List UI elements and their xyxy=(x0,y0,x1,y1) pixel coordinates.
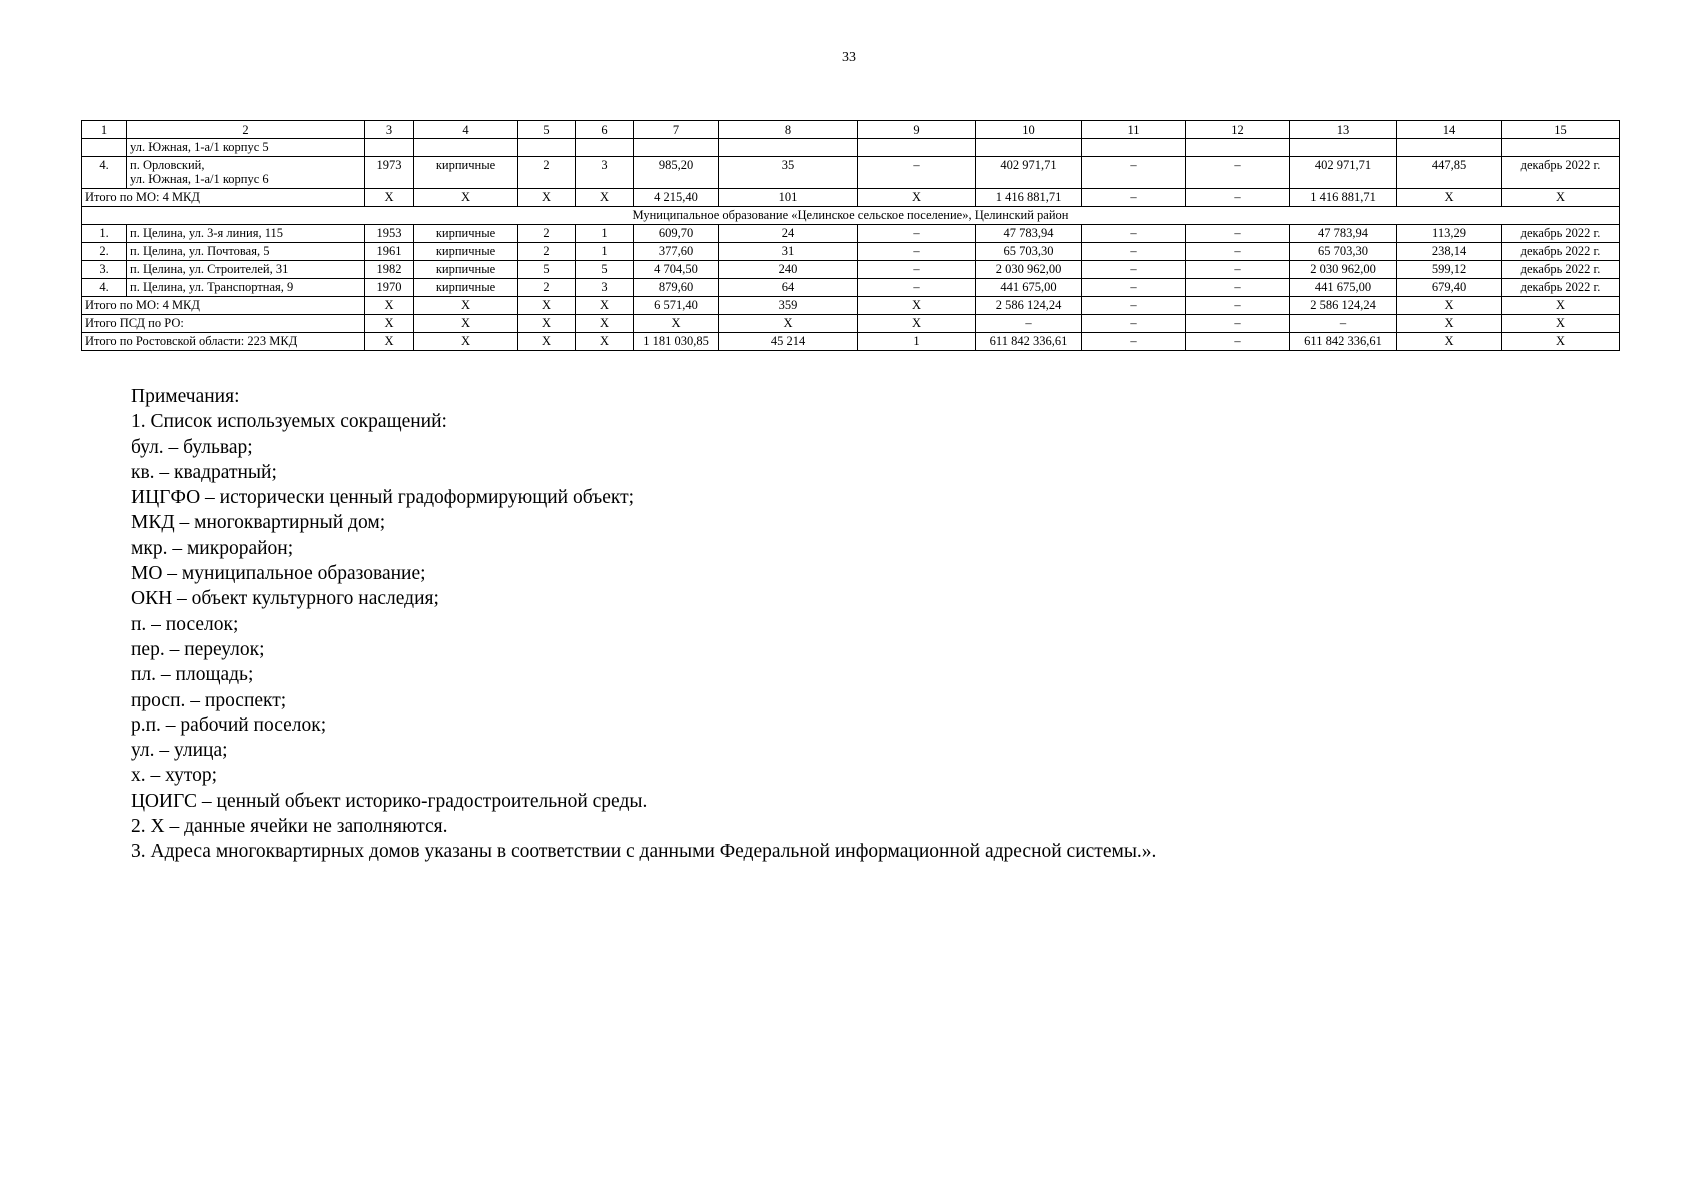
address-line: п. Орловский, xyxy=(130,158,205,172)
table-cell: – xyxy=(1186,261,1290,279)
table-cell: 1 416 881,71 xyxy=(976,189,1082,207)
table-cell: – xyxy=(1186,157,1290,189)
table-cell: X xyxy=(1502,333,1620,351)
table-cell: – xyxy=(1186,243,1290,261)
table-cell: 6 571,40 xyxy=(634,297,719,315)
abbreviation-item: кв. – квадратный; xyxy=(131,461,277,483)
table-cell: 31 xyxy=(719,243,858,261)
table-cell: 47 783,94 xyxy=(1290,225,1397,243)
table-cell: – xyxy=(1082,243,1186,261)
table-cell: X xyxy=(858,315,976,333)
table-cell: 611 842 336,61 xyxy=(976,333,1082,351)
table-cell: X xyxy=(1397,297,1502,315)
table-cell: – xyxy=(1082,261,1186,279)
section-title: Муниципальное образование «Целинское сельское поселение», Целинский район xyxy=(82,207,1620,225)
abbreviation-item: ЦОИГС – ценный объект историко-градостроительной среды. xyxy=(131,790,648,812)
table-row xyxy=(82,261,1620,279)
table-cell: X xyxy=(576,189,634,207)
row-number: 1. xyxy=(82,225,127,243)
column-number: 10 xyxy=(976,121,1082,139)
total-row xyxy=(82,297,1620,315)
table-cell: 2 xyxy=(518,279,576,297)
total-row xyxy=(82,189,1620,207)
table-cell: X xyxy=(414,333,518,351)
table-cell: 65 703,30 xyxy=(1290,243,1397,261)
table-cell: X xyxy=(576,315,634,333)
table-cell: 1 181 030,85 xyxy=(634,333,719,351)
table-cell: 1 xyxy=(576,225,634,243)
table-cell: 240 xyxy=(719,261,858,279)
table-cell: 35 xyxy=(719,157,858,189)
address-line: ул. Южная, 1-а/1 корпус 6 xyxy=(130,172,269,186)
column-number: 9 xyxy=(858,121,976,139)
table-cell: – xyxy=(1082,225,1186,243)
total-row xyxy=(82,315,1620,333)
address-cell: п. Целина, ул. Транспортная, 9 xyxy=(127,279,365,297)
table-cell: 1982 xyxy=(365,261,414,279)
table-cell: декабрь 2022 г. xyxy=(1502,261,1620,279)
table-cell: X xyxy=(1502,297,1620,315)
table-cell: кирпичные xyxy=(414,243,518,261)
table-cell: X xyxy=(1397,189,1502,207)
column-number: 7 xyxy=(634,121,719,139)
table-cell: декабрь 2022 г. xyxy=(1502,225,1620,243)
note-item: 3. Адреса многоквартирных домов указаны в соответствии с данными Федеральной информационной адресной системы.». xyxy=(131,841,1157,863)
address-cell: п. Целина, ул. Строителей, 31 xyxy=(127,261,365,279)
table-cell: X xyxy=(719,315,858,333)
column-number: 6 xyxy=(576,121,634,139)
table-cell: 1 xyxy=(576,243,634,261)
table-cell: 113,29 xyxy=(1397,225,1502,243)
table-cell: 45 214 xyxy=(719,333,858,351)
table-cell: X xyxy=(414,189,518,207)
address-cell: ул. Южная, 1-а/1 корпус 5 xyxy=(127,139,365,157)
note-item: 2. X – данные ячейки не заполняются. xyxy=(131,816,448,838)
address-cell: п. Целина, ул. Почтовая, 5 xyxy=(127,243,365,261)
table-cell: 3 xyxy=(576,157,634,189)
column-number: 11 xyxy=(1082,121,1186,139)
table-cell: 402 971,71 xyxy=(1290,157,1397,189)
table-row xyxy=(82,279,1620,297)
table-cell: X xyxy=(414,297,518,315)
table-cell: 609,70 xyxy=(634,225,719,243)
column-number: 13 xyxy=(1290,121,1397,139)
table-cell: 64 xyxy=(719,279,858,297)
table-cell: – xyxy=(858,279,976,297)
row-number: 2. xyxy=(82,243,127,261)
total-label: Итого по МО: 4 МКД xyxy=(82,189,365,207)
column-number: 3 xyxy=(365,121,414,139)
table-cell: – xyxy=(1082,279,1186,297)
table-row xyxy=(82,243,1620,261)
address-cell xyxy=(127,157,365,189)
abbreviation-item: МО – муниципальное образование; xyxy=(131,563,426,585)
table-cell: – xyxy=(1082,333,1186,351)
table-cell: X xyxy=(518,333,576,351)
table-cell: 65 703,30 xyxy=(976,243,1082,261)
table-cell: X xyxy=(365,189,414,207)
table-cell: – xyxy=(858,157,976,189)
table-cell: X xyxy=(1502,189,1620,207)
notes-section xyxy=(131,384,1531,865)
table-cell: 5 xyxy=(518,261,576,279)
column-number: 15 xyxy=(1502,121,1620,139)
table-cell: – xyxy=(858,243,976,261)
column-number: 1 xyxy=(82,121,127,139)
table-row xyxy=(82,157,1620,189)
column-number: 8 xyxy=(719,121,858,139)
table-cell: 1953 xyxy=(365,225,414,243)
table-cell: 985,20 xyxy=(634,157,719,189)
abbreviation-item: п. – поселок; xyxy=(131,613,239,635)
year-cell: 1973 xyxy=(365,157,414,189)
table-cell: – xyxy=(1186,315,1290,333)
column-number: 4 xyxy=(414,121,518,139)
table-cell: 238,14 xyxy=(1397,243,1502,261)
table-cell: 599,12 xyxy=(1397,261,1502,279)
table-cell: 5 xyxy=(576,261,634,279)
table-cell: X xyxy=(858,297,976,315)
table-cell: – xyxy=(1186,189,1290,207)
page-number: 33 xyxy=(842,50,856,65)
abbreviation-item: ИЦГФО – исторически ценный градоформирующий объект; xyxy=(131,487,635,509)
table-cell: – xyxy=(1186,225,1290,243)
table-cell: 441 675,00 xyxy=(976,279,1082,297)
note-item: 1. Список используемых сокращений: xyxy=(131,411,447,433)
table-cell: X xyxy=(518,297,576,315)
table-cell: X xyxy=(1502,315,1620,333)
table-cell: X xyxy=(576,297,634,315)
table-cell: – xyxy=(1082,157,1186,189)
table-cell: 2 586 124,24 xyxy=(1290,297,1397,315)
table-cell: 402 971,71 xyxy=(976,157,1082,189)
table-cell: 1961 xyxy=(365,243,414,261)
table-cell: X xyxy=(365,333,414,351)
table-cell: 2 030 962,00 xyxy=(1290,261,1397,279)
table-cell: 447,85 xyxy=(1397,157,1502,189)
apartment-buildings-table xyxy=(81,120,1620,351)
table-cell: – xyxy=(976,315,1082,333)
column-number: 12 xyxy=(1186,121,1290,139)
table-cell: – xyxy=(1186,333,1290,351)
table-cell: 359 xyxy=(719,297,858,315)
notes-heading: Примечания: xyxy=(131,386,240,407)
table-row xyxy=(82,139,1620,157)
table-cell: X xyxy=(1397,333,1502,351)
table-cell: кирпичные xyxy=(414,225,518,243)
column-number: 2 xyxy=(127,121,365,139)
table-cell: X xyxy=(576,333,634,351)
table-cell: 2 030 962,00 xyxy=(976,261,1082,279)
total-row xyxy=(82,333,1620,351)
table-cell: 1 xyxy=(858,333,976,351)
table-cell: X xyxy=(365,315,414,333)
table-cell: – xyxy=(1290,315,1397,333)
table-cell: 441 675,00 xyxy=(1290,279,1397,297)
abbreviation-item: просп. – проспект; xyxy=(131,689,287,711)
table-cell: X xyxy=(858,189,976,207)
table-cell: – xyxy=(858,261,976,279)
abbreviation-item: р.п. – рабочий поселок; xyxy=(131,714,327,736)
table-cell: – xyxy=(1082,315,1186,333)
table-cell: 24 xyxy=(719,225,858,243)
table-cell: X xyxy=(365,297,414,315)
table-cell: X xyxy=(1397,315,1502,333)
table-cell: – xyxy=(1186,297,1290,315)
column-number: 14 xyxy=(1397,121,1502,139)
table-cell: 47 783,94 xyxy=(976,225,1082,243)
row-number: 4. xyxy=(82,157,127,189)
total-label: Итого по Ростовской области: 223 МКД xyxy=(82,333,365,351)
deadline-cell: декабрь 2022 г. xyxy=(1502,157,1620,189)
abbreviation-item: бул. – бульвар; xyxy=(131,436,253,458)
abbreviation-item: пл. – площадь; xyxy=(131,664,254,686)
table-cell: 4 215,40 xyxy=(634,189,719,207)
row-number: 3. xyxy=(82,261,127,279)
abbreviation-item: МКД – многоквартирный дом; xyxy=(131,512,386,534)
table-cell: 4 704,50 xyxy=(634,261,719,279)
table-cell: 3 xyxy=(576,279,634,297)
table-cell: – xyxy=(858,225,976,243)
material-cell: кирпичные xyxy=(414,157,518,189)
table-cell: 879,60 xyxy=(634,279,719,297)
table-cell: декабрь 2022 г. xyxy=(1502,243,1620,261)
table-row xyxy=(82,225,1620,243)
table-cell: 377,60 xyxy=(634,243,719,261)
abbreviation-item: ОКН – объект культурного наследия; xyxy=(131,588,439,610)
total-label: Итого ПСД по РО: xyxy=(82,315,365,333)
table-cell: X xyxy=(634,315,719,333)
table-cell: 679,40 xyxy=(1397,279,1502,297)
row-number: 4. xyxy=(82,279,127,297)
address-cell: п. Целина, ул. 3-я линия, 115 xyxy=(127,225,365,243)
table-cell: кирпичные xyxy=(414,279,518,297)
column-number-row xyxy=(82,121,1620,139)
table-cell: декабрь 2022 г. xyxy=(1502,279,1620,297)
table-cell: кирпичные xyxy=(414,261,518,279)
table-cell: 611 842 336,61 xyxy=(1290,333,1397,351)
table-cell: – xyxy=(1186,279,1290,297)
abbreviation-item: х. – хутор; xyxy=(131,765,218,787)
table-cell: 1 416 881,71 xyxy=(1290,189,1397,207)
table-cell: – xyxy=(1082,189,1186,207)
table-cell: 2 xyxy=(518,225,576,243)
table-cell: 2 xyxy=(518,157,576,189)
column-number: 5 xyxy=(518,121,576,139)
total-label: Итого по МО: 4 МКД xyxy=(82,297,365,315)
table-cell: 101 xyxy=(719,189,858,207)
table-cell: – xyxy=(1082,297,1186,315)
abbreviation-item: мкр. – микрорайон; xyxy=(131,537,294,559)
table-cell: X xyxy=(518,315,576,333)
table-cell: 2 586 124,24 xyxy=(976,297,1082,315)
abbreviation-item: ул. – улица; xyxy=(131,740,228,762)
abbreviation-item: пер. – переулок; xyxy=(131,638,265,660)
table-cell: X xyxy=(414,315,518,333)
table-cell: X xyxy=(518,189,576,207)
section-row xyxy=(82,207,1620,225)
table-cell: 2 xyxy=(518,243,576,261)
table-cell: 1970 xyxy=(365,279,414,297)
